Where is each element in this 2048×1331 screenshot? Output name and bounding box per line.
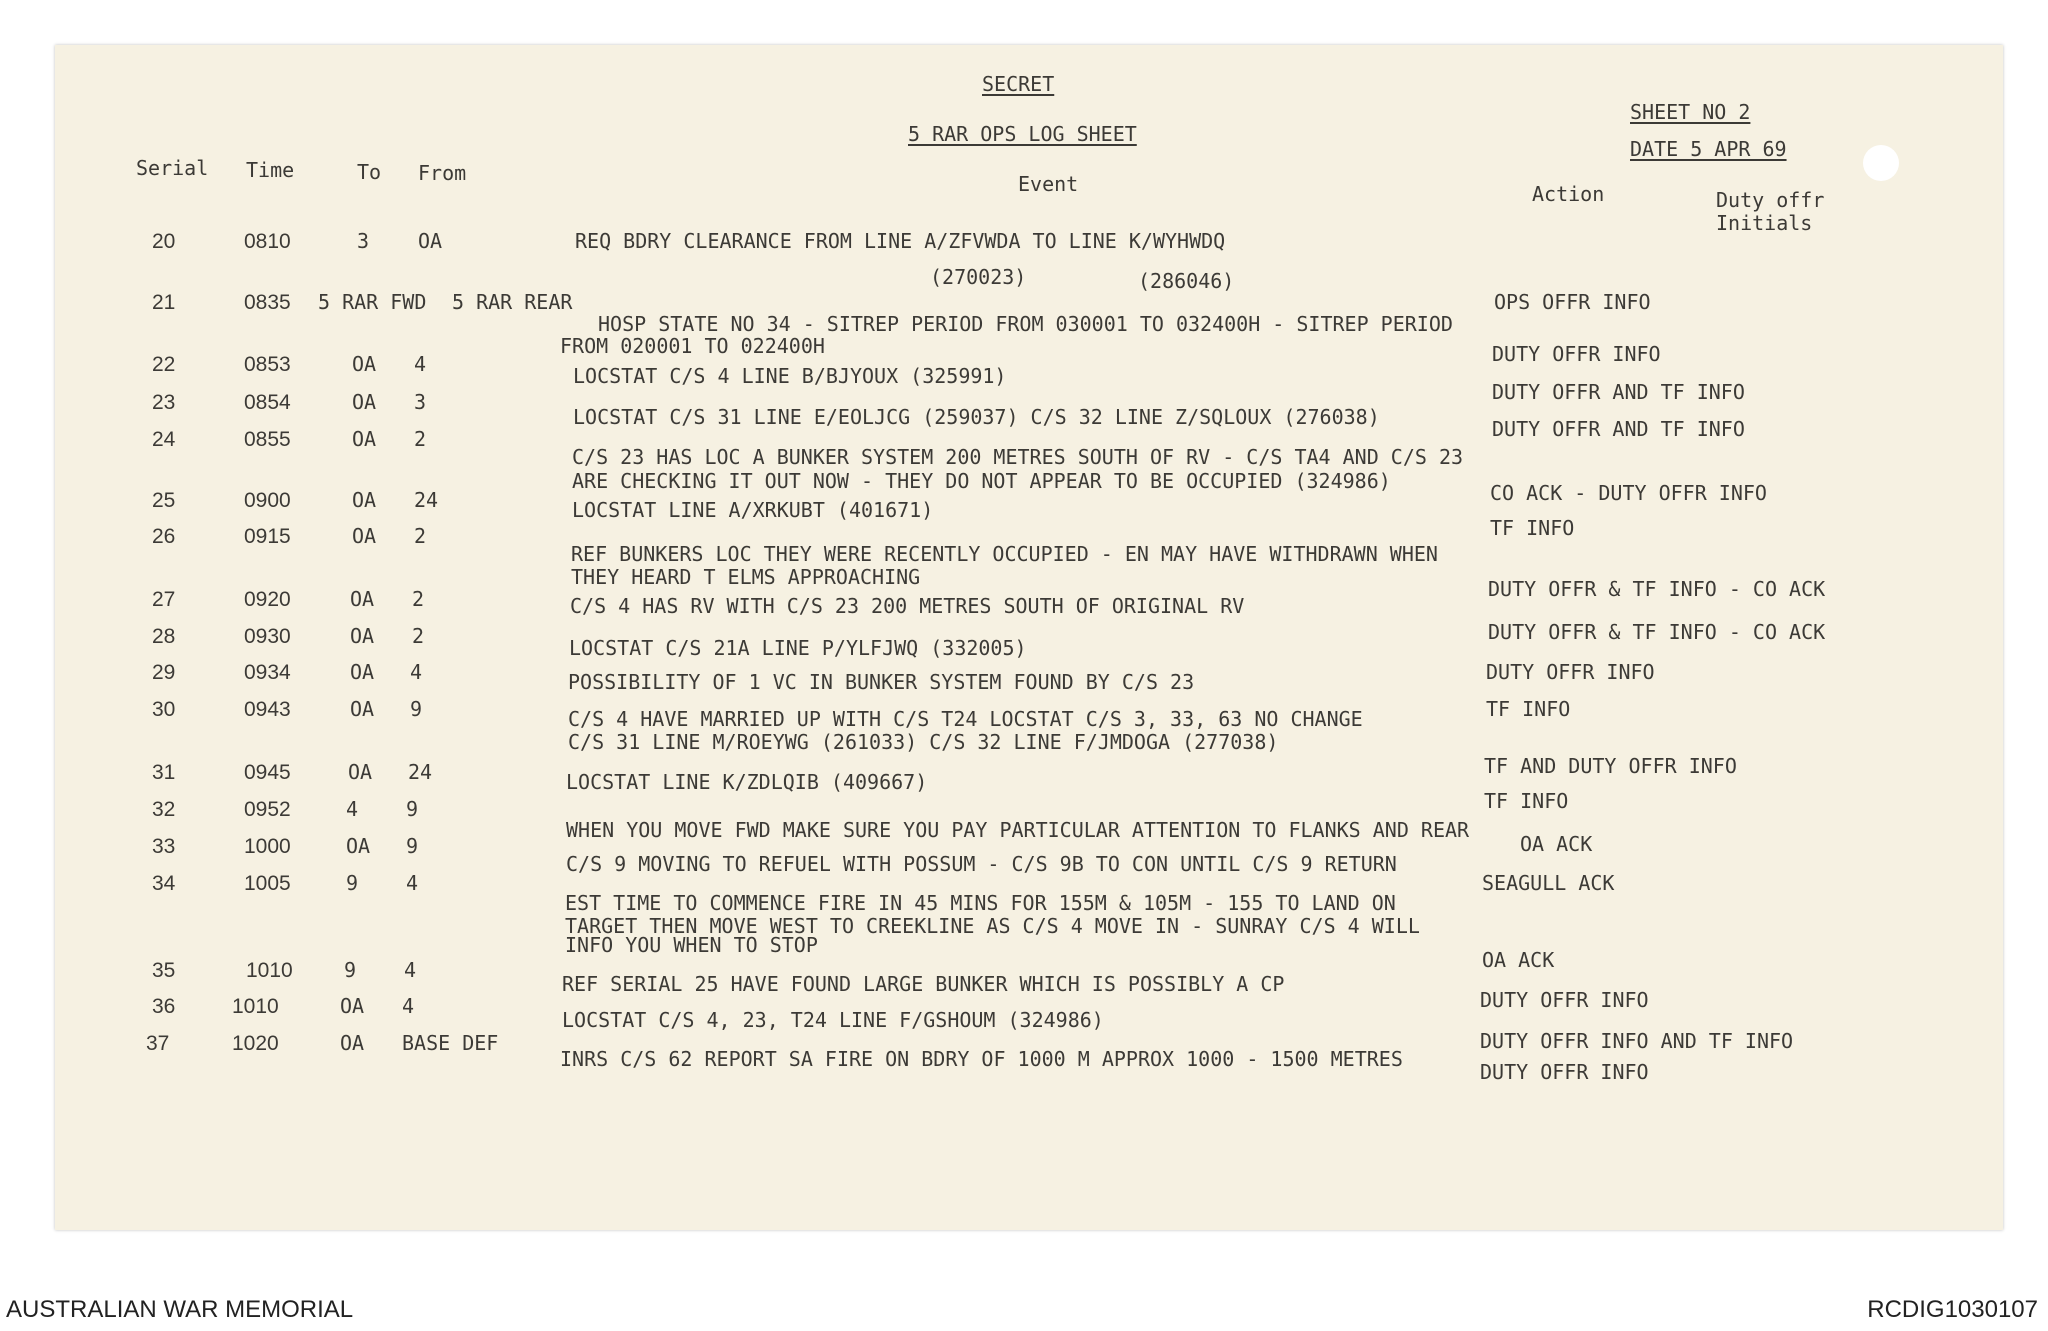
- row-from: BASE DEF: [402, 1031, 499, 1055]
- row-event: C/S 4 HAS RV WITH C/S 23 200 METRES SOUTH OF ORIGINAL RV: [570, 594, 1245, 618]
- row-event: POSSIBILITY OF 1 VC IN BUNKER SYSTEM FOUND BY C/S 23: [568, 670, 1195, 694]
- page-title: 5 RAR OPS LOG SHEET: [908, 122, 1137, 146]
- row-to: 9: [344, 958, 357, 982]
- row-to: OA: [350, 587, 375, 611]
- row-from: 9: [410, 697, 423, 721]
- row-event-cont: C/S 31 LINE M/ROEYWG (261033) C/S 32 LINE F/JMDOGA (277038): [568, 730, 1279, 754]
- row-serial: 21: [152, 291, 176, 314]
- row-event: LOCSTAT C/S 21A LINE P/YLFJWQ (332005): [569, 636, 1027, 660]
- row-event-cont: THEY HEARD T ELMS APPROACHING: [571, 565, 921, 589]
- row-from: 4: [404, 958, 417, 982]
- row-serial: 22: [152, 353, 176, 376]
- row-action: DUTY OFFR & TF INFO - CO ACK: [1488, 577, 1826, 601]
- row-time: 0835: [244, 291, 291, 314]
- row-to: OA: [352, 352, 377, 376]
- row-event: LOCSTAT C/S 31 LINE E/EOLJCG (259037) C/S 32 LINE Z/SQLOUX (276038): [573, 405, 1380, 429]
- row-event-cont: ARE CHECKING IT OUT NOW - THEY DO NOT APPEAR TO BE OCCUPIED (324986): [572, 469, 1391, 493]
- row-serial: 20: [152, 230, 176, 253]
- row-to: 3: [357, 229, 370, 253]
- row-time: 0943: [244, 698, 291, 721]
- row-action: DUTY OFFR INFO: [1492, 342, 1661, 366]
- row-action: SEAGULL ACK: [1482, 871, 1615, 895]
- col-header-time: Time: [246, 158, 295, 182]
- row-time: 0810: [244, 230, 291, 253]
- row-serial: 34: [152, 872, 176, 895]
- row-time: 1020: [232, 1032, 279, 1055]
- row-from: 3: [414, 390, 427, 414]
- row-to: 4: [346, 797, 359, 821]
- row-event: LOCSTAT C/S 4, 23, T24 LINE F/GSHOUM (324986): [562, 1008, 1104, 1032]
- row-to: OA: [350, 660, 375, 684]
- row-from: 4: [402, 994, 415, 1018]
- row-action: TF INFO: [1484, 789, 1569, 813]
- punch-hole: [1863, 145, 1899, 181]
- row-action: OA ACK: [1520, 832, 1593, 856]
- row-action: TF AND DUTY OFFR INFO: [1484, 754, 1737, 778]
- extra-action-note: DUTY OFFR INFO: [1480, 1060, 1649, 1084]
- row-event: REF BUNKERS LOC THEY WERE RECENTLY OCCUPIED - EN MAY HAVE WITHDRAWN WHEN: [571, 542, 1438, 566]
- row-to: OA: [350, 697, 375, 721]
- row-event-cont: FROM 020001 TO 022400H: [560, 334, 825, 358]
- row-time: 0945: [244, 761, 291, 784]
- row-event-cont-2: INFO YOU WHEN TO STOP: [565, 933, 818, 957]
- row-serial: 27: [152, 588, 176, 611]
- row-serial: 32: [152, 798, 176, 821]
- row-serial: 29: [152, 661, 176, 684]
- row-time: 0900: [244, 489, 291, 512]
- row-action: CO ACK - DUTY OFFR INFO: [1490, 481, 1767, 505]
- row-from: 9: [406, 834, 419, 858]
- row-serial: 33: [152, 835, 176, 858]
- row-serial: 23: [152, 391, 176, 414]
- row-time: 0952: [244, 798, 291, 821]
- row-serial: 30: [152, 698, 176, 721]
- row-action: TF INFO: [1490, 516, 1575, 540]
- row-time: 1000: [244, 835, 291, 858]
- row-serial: 37: [146, 1032, 170, 1055]
- row-serial: 35: [152, 959, 176, 982]
- row-action: DUTY OFFR AND TF INFO: [1492, 380, 1745, 404]
- row-serial: 36: [152, 995, 176, 1018]
- row-action: OPS OFFR INFO: [1494, 290, 1651, 314]
- col-header-serial: Serial: [136, 156, 209, 180]
- row-from: 24: [414, 488, 439, 512]
- row-event: EST TIME TO COMMENCE FIRE IN 45 MINS FOR 155M & 105M - 155 TO LAND ON: [565, 891, 1396, 915]
- row-time: 1005: [244, 872, 291, 895]
- row-action: DUTY OFFR AND TF INFO: [1492, 417, 1745, 441]
- row-time: 0853: [244, 353, 291, 376]
- row-event: REQ BDRY CLEARANCE FROM LINE A/ZFVWDA TO LINE K/WYHWDQ: [575, 229, 1226, 253]
- row-from: 4: [410, 660, 423, 684]
- row-serial: 31: [152, 761, 176, 784]
- row-to: OA: [348, 760, 373, 784]
- row-event: LOCSTAT LINE K/ZDLQIB (409667): [566, 770, 928, 794]
- row-action: DUTY OFFR INFO: [1480, 988, 1649, 1012]
- row-event: LOCSTAT LINE A/XRKUBT (401671): [572, 498, 934, 522]
- row-serial: 26: [152, 525, 176, 548]
- classification-label: SECRET: [982, 72, 1055, 96]
- row-time: 0934: [244, 661, 291, 684]
- footer-record-id: RCDIG1030107: [1867, 1296, 2038, 1323]
- row-to: 5 RAR FWD: [318, 290, 427, 314]
- row-serial: 25: [152, 489, 176, 512]
- row-to: OA: [346, 834, 371, 858]
- row-to: OA: [352, 427, 377, 451]
- footer-source: AUSTRALIAN WAR MEMORIAL: [6, 1296, 354, 1323]
- row-serial: 24: [152, 428, 176, 451]
- row-action: OA ACK: [1482, 948, 1555, 972]
- row-to: OA: [350, 624, 375, 648]
- row-event-cont: TARGET THEN MOVE WEST TO CREEKLINE AS C/S 4 MOVE IN - SUNRAY C/S 4 WILL: [565, 914, 1420, 938]
- col-header-initials: Initials: [1716, 211, 1813, 235]
- sheet-number: SHEET NO 2: [1630, 100, 1751, 124]
- col-header-event: Event: [1018, 172, 1079, 196]
- row-event: INRS C/S 62 REPORT SA FIRE ON BDRY OF 1000 M APPROX 1000 - 1500 METRES: [560, 1047, 1403, 1071]
- row-event: C/S 9 MOVING TO REFUEL WITH POSSUM - C/S 9B TO CON UNTIL C/S 9 RETURN: [566, 852, 1397, 876]
- row-event: C/S 23 HAS LOC A BUNKER SYSTEM 200 METRES SOUTH OF RV - C/S TA4 AND C/S 23: [572, 445, 1464, 469]
- col-header-to: To: [357, 160, 382, 184]
- row-from: 2: [414, 427, 427, 451]
- row-from: 9: [406, 797, 419, 821]
- row-from: 5 RAR REAR: [452, 290, 573, 314]
- row-time: 0920: [244, 588, 291, 611]
- col-header-from: From: [418, 161, 467, 185]
- row-event: HOSP STATE NO 34 - SITREP PERIOD FROM 030001 TO 032400H - SITREP PERIOD: [598, 312, 1453, 336]
- row-from: 24: [408, 760, 433, 784]
- row-time: 0855: [244, 428, 291, 451]
- row-to: OA: [352, 488, 377, 512]
- row-action: TF INFO: [1486, 697, 1571, 721]
- row-action: DUTY OFFR & TF INFO - CO ACK: [1488, 620, 1826, 644]
- row-time: 0915: [244, 525, 291, 548]
- row-time: 0854: [244, 391, 291, 414]
- row-from: 4: [406, 871, 419, 895]
- row-event: WHEN YOU MOVE FWD MAKE SURE YOU PAY PARTICULAR ATTENTION TO FLANKS AND REAR: [566, 818, 1470, 842]
- row-to: OA: [340, 994, 365, 1018]
- row-to: OA: [352, 390, 377, 414]
- row-grid-ref-2: (286046): [1138, 269, 1235, 293]
- row-to: OA: [340, 1031, 365, 1055]
- row-grid-ref-1: (270023): [930, 265, 1027, 289]
- row-from: 2: [412, 624, 425, 648]
- row-to: 9: [346, 871, 359, 895]
- sheet-date: DATE 5 APR 69: [1630, 137, 1787, 161]
- row-event: LOCSTAT C/S 4 LINE B/BJYOUX (325991): [573, 364, 1007, 388]
- row-serial: 28: [152, 625, 176, 648]
- row-time: 1010: [232, 995, 279, 1018]
- row-event: C/S 4 HAVE MARRIED UP WITH C/S T24 LOCSTAT C/S 3, 33, 63 NO CHANGE: [568, 707, 1363, 731]
- row-from: 2: [414, 524, 427, 548]
- col-header-duty-offr: Duty offr: [1716, 188, 1825, 212]
- col-header-action: Action: [1532, 182, 1605, 206]
- row-from: OA: [418, 229, 443, 253]
- row-action: DUTY OFFR INFO: [1486, 660, 1655, 684]
- row-event: REF SERIAL 25 HAVE FOUND LARGE BUNKER WHICH IS POSSIBLY A CP: [562, 972, 1285, 996]
- row-from: 2: [412, 587, 425, 611]
- row-from: 4: [414, 352, 427, 376]
- row-time: 0930: [244, 625, 291, 648]
- row-time: 1010: [246, 959, 293, 982]
- row-to: OA: [352, 524, 377, 548]
- row-action: DUTY OFFR INFO AND TF INFO: [1480, 1029, 1794, 1053]
